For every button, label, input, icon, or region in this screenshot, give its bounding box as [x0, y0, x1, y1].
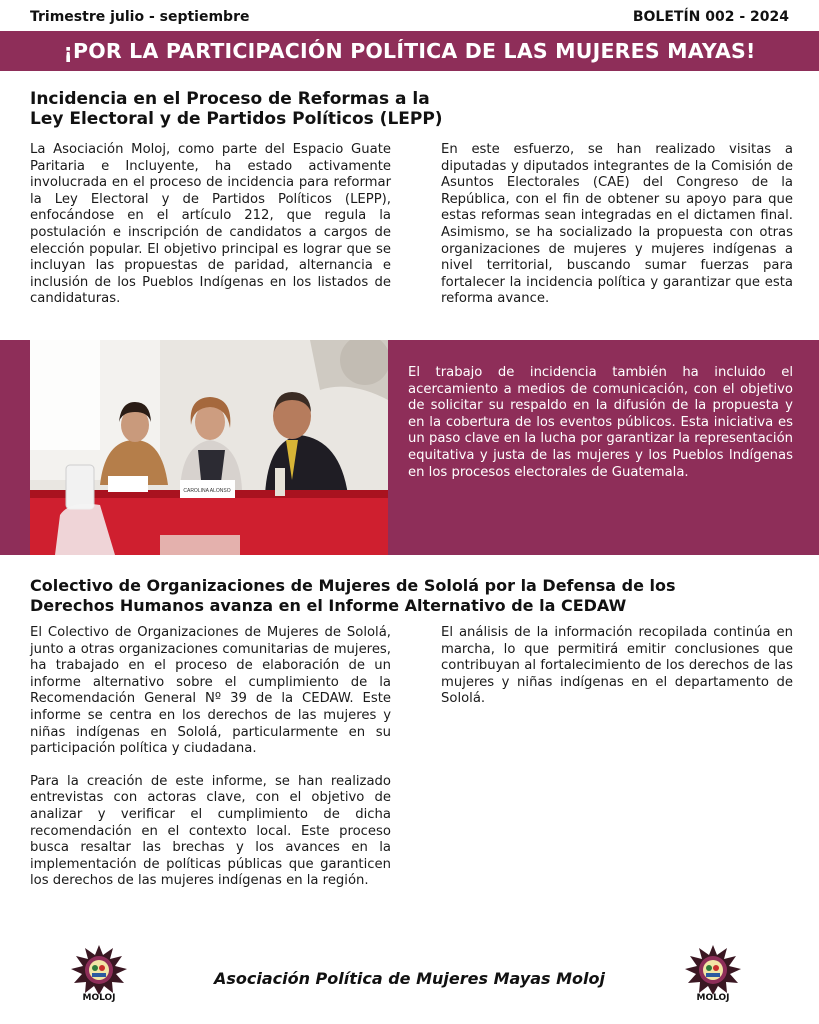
footer-organization-name: Asociación Política de Mujeres Mayas Moloj	[213, 969, 606, 988]
section2-title	[30, 576, 676, 616]
meeting-photo	[30, 340, 388, 555]
section1-title	[30, 89, 443, 129]
section2-left-paragraph-1: El Colectivo de Organizaciones de Mujeres de Sololá, junto a otras organizaciones comunitarias de mujeres, ha trabajado en el proceso de elaboración de un informe alternativo sobre el cumplimiento de la Recomendación General Nº 39 de la CEDAW. Este informe se centra en los derechos de las mujeres y niñas indígenas en Sololá, particularmente en su participación política y ciudadana.	[30, 625, 391, 757]
section1-left-paragraph: La Asociación Moloj, como parte del Espacio Guate Paritaria e Incluyente, ha estado activamente involucrada en el proceso de incidencia para reformar la Ley Electoral y de Partidos Políticos (LEPP), enfocándose en el artículo 212, que regula la postulación e inscripción de candidatos a cargos de elección popular. El objetivo principal es lograr que se incluyan las propuestas de paridad, alternancia e inclusión de los Pueblos Indígenas en los listados de candidaturas.	[30, 142, 391, 307]
bulletin-period: Trimestre julio - septiembre	[30, 9, 250, 25]
section1-title-line-2: Ley Electoral y de Partidos Políticos (LEPP)	[30, 109, 443, 129]
bulletin-number: BOLETÍN 002 - 2024	[632, 9, 789, 25]
section2-title-line-1: Colectivo de Organizaciones de Mujeres de Sololá por la Defensa de los	[30, 576, 676, 595]
section2-right-paragraph: El análisis de la información recopilada continúa en marcha, lo que permitirá emitir conclusiones que contribuyan al fortalecimiento de los derechos de las mujeres y niñas indígenas en el departamento de Sololá.	[441, 625, 793, 707]
section2-left-paragraph-2: Para la creación de este informe, se han realizado entrevistas con actoras clave, con el objetivo de analizar y verificar el cumplimiento de dicha recomendación en el contexto local. Este proceso busca resaltar las brechas y los avances en la implementación de políticas públicas que garanticen los derechos de las mujeres indígenas en la región.	[30, 773, 391, 889]
moloj-logo-label: MOLOJ	[82, 993, 116, 1003]
section1-title-line-1: Incidencia en el Proceso de Reformas a la	[30, 89, 430, 109]
photo-placard-text: CAROLINA ALONSO	[183, 488, 231, 494]
section1-left-column	[30, 142, 391, 308]
section2-title-line-2: Derechos Humanos avanza en el Informe Alternativo de la CEDAW	[30, 596, 627, 615]
feature-paragraph: El trabajo de incidencia también ha incluido el acercamiento a medios de comunicación, con el objetivo de solicitar su respaldo en la difusión de la propuesta y en la cobertura de los eventos públicos. Esta iniciativa es un paso clave en la lucha por garantizar la representación equitativa y justa de las mujeres y los Pueblos Indígenas en los procesos electorales de Guatemala.	[408, 365, 793, 480]
section1-right-column	[441, 142, 793, 308]
section2-right-column	[441, 625, 793, 708]
moloj-logo-right	[683, 945, 743, 1011]
section2-left-column	[30, 625, 391, 890]
moloj-emblem-icon	[683, 945, 743, 995]
section1-right-paragraph: En este esfuerzo, se han realizado visitas a diputadas y diputados integrantes de la Comisión de Asuntos Electorales (CAE) del Congreso de la República, con el fin de obtener su apoyo para que estas reformas sean integradas en el dictamen final. Asimismo, se ha socializado la propuesta con otras organizaciones de mujeres y mujeres indígenas a nivel territorial, buscando sumar fuerzas para fortalecer la incidencia política y garantizar que esta reforma avance.	[441, 142, 793, 307]
moloj-logo-label: MOLOJ	[696, 993, 730, 1003]
banner-title: ¡POR LA PARTICIPACIÓN POLÍTICA DE LAS MUJERES MAYAS!	[0, 31, 819, 71]
meeting-photo-illustration	[30, 340, 388, 555]
